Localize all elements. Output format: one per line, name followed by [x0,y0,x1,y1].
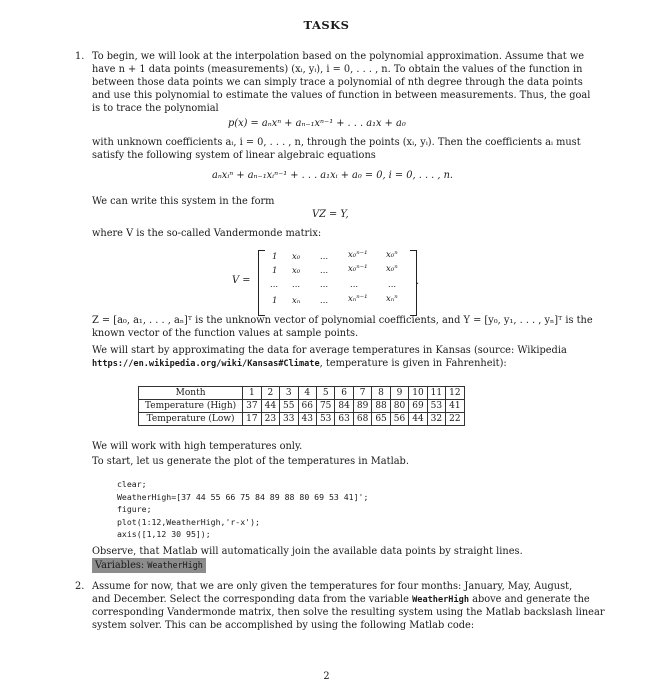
approx-line-2: https://en.wikipedia.org/wiki/Kansas#Climate, temperature is given in Fahrenheit): [92,358,507,369]
matrix-cell: ... [292,280,301,290]
table-row-high [139,400,465,413]
z-line-2: known vector of the function values at sample points. [92,328,359,339]
table-cell: 43 [298,413,316,426]
code-line: axis([1,12 30 95]); [117,529,211,539]
item-2-line-2: and December. Select the corresponding data from the variable WeatherHigh above and generate the [92,594,590,605]
page-number: 2 [323,671,330,682]
table-cell: 4 [298,387,316,400]
table-cell: 80 [390,400,408,413]
matrix-cell: x₀ [292,266,301,276]
matrix-cell: 1 [272,252,278,262]
item-2-line-1: Assume for now, that we are only given the temperatures for four months: January, May, August, [92,581,573,592]
table-cell: 22 [446,413,464,426]
item-1-line-7: satisfy the following system of linear algebraic equations [92,150,376,161]
table-cell: 75 [316,400,334,413]
matrix-cell: 1 [272,296,278,306]
table-cell: 32 [427,413,445,426]
table-row-month [139,387,465,400]
table-cell: 23 [261,413,279,426]
code-line: figure; [117,504,152,514]
matrix-cell: x₀ⁿ⁻¹ [348,264,368,274]
matrix-period: . [416,276,420,287]
v-label: V = [232,275,251,286]
variables-label: Variables: [95,560,145,571]
matrix-cell: x₀ⁿ⁻¹ [348,250,368,260]
table-cell: 69 [409,400,427,413]
matrix-cell: ... [320,266,329,276]
row-label: Temperature (Low) [139,413,243,426]
page-title: TASKS [303,18,350,32]
table-cell: 66 [298,400,316,413]
item-1-line-3: between those data points we can simply trace a polynomial of nth degree through the data points [92,77,583,88]
matrix-cell: x₀ [292,252,301,262]
code-line: WeatherHigh=[37 44 55 66 75 84 89 88 80 69 53 41]'; [117,491,369,502]
table-cell: 12 [446,387,464,400]
variables-highlight [92,558,206,573]
table-cell: 37 [243,400,261,413]
item-2-number: 2. [75,581,85,592]
table-cell: 1 [243,387,261,400]
matrix-cell: x₀ⁿ [386,250,398,260]
table-cell: 44 [409,413,427,426]
item-1-line-6: with unknown coefficients aᵢ, i = 0, . . . , n, through the points (xᵢ, yᵢ). Then the coefficients aᵢ must [92,137,581,148]
matrix-cell: x₀ⁿ [386,264,398,274]
table-cell: 11 [427,387,445,400]
table-cell: 63 [335,413,353,426]
table-cell: 56 [390,413,408,426]
table-row-low [139,413,465,426]
form-line: We can write this system in the form [92,196,275,207]
approx-line-1: We will start by approximating the data for average temperatures in Kansas (source: Wikipedia [92,345,567,356]
item-1-line-5: is to trace the polynomial [92,103,219,114]
table-cell: 5 [316,387,334,400]
table-cell: 33 [280,413,298,426]
matrix-cell: ... [270,280,279,290]
table-cell: 53 [316,413,334,426]
wikipedia-url[interactable]: https://en.wikipedia.org/wiki/Kansas#Climate [92,359,320,369]
matrix-cell: 1 [272,266,278,276]
observe-line: Observe, that Matlab will automatically join the available data points by straight lines. [92,546,523,557]
matrix-cell: xₙⁿ⁻¹ [348,294,368,304]
vz-equation: VZ = Y, [312,209,349,220]
matrix-cell: ... [350,280,359,290]
table-cell: 89 [353,400,371,413]
table-cell: 10 [409,387,427,400]
item-1-line-4: and use this polynomial to estimate the values of function in between measurements. Thus, the goal [92,90,591,101]
table-cell: 6 [335,387,353,400]
item-2-line-4: system solver. This can be accomplished by using the following Matlab code: [92,620,475,631]
table-cell: 65 [372,413,390,426]
matrix-cell: ... [320,252,329,262]
item-1-line-1: To begin, we will look at the interpolation based on the polynomial approximation. Assume that we [92,51,585,62]
matrix-left-bracket [258,250,265,316]
matrix-cell: xₙⁿ [386,294,398,304]
matrix-cell: ... [388,280,397,290]
item-2-line-3: corresponding Vandermonde matrix, then solve the resulting system using the Matlab backslash linear [92,607,605,618]
table-cell: 55 [280,400,298,413]
matrix-cell: xₙ [292,296,301,306]
item-1-line-2: have n + 1 data points (measurements) (xᵢ, yᵢ), i = 0, . . . , n. To obtain the values of the function in [92,64,583,75]
matrix-cell: ... [320,280,329,290]
table-cell: 84 [335,400,353,413]
table-cell: 88 [372,400,390,413]
where-line: where V is the so-called Vandermonde matrix: [92,228,322,239]
matlab-code-block [117,478,368,541]
table-cell: 7 [353,387,371,400]
code-line: clear; [117,479,147,489]
table-cell: 41 [446,400,464,413]
row-label: Temperature (High) [139,400,243,413]
variables-value: WeatherHigh [147,560,203,570]
high-only-line: We will work with high temperatures only. [92,441,303,452]
table-cell: 68 [353,413,371,426]
weatherhigh-var: WeatherHigh [412,595,470,605]
polynomial-equation: p(x) = aₙxⁿ + aₙ₋₁xⁿ⁻¹ + . . . a₁x + a₀ [228,118,406,129]
table-cell: 2 [261,387,279,400]
table-cell: 53 [427,400,445,413]
system-equation: aₙxᵢⁿ + aₙ₋₁xᵢⁿ⁻¹ + . . . a₁xᵢ + a₀ = 0, i = 0, . . . , n. [212,170,454,181]
matrix-cell: ... [320,296,329,306]
item-1-number: 1. [75,51,85,62]
generate-line: To start, let us generate the plot of the temperatures in Matlab. [92,456,409,467]
table-cell: 9 [390,387,408,400]
code-line: plot(1:12,WeatherHigh,'r-x'); [117,516,260,527]
table-cell: 17 [243,413,261,426]
z-line-1: Z = [a₀, a₁, . . . , aₙ]ᵀ is the unknown vector of polynomial coefficients, and Y = [y₀, y₁, . . . , yₙ]ᵀ is the [92,315,593,326]
table-cell: 8 [372,387,390,400]
temperature-table [138,386,465,426]
table-cell: 3 [280,387,298,400]
table-cell: 44 [261,400,279,413]
row-label: Month [139,387,243,400]
